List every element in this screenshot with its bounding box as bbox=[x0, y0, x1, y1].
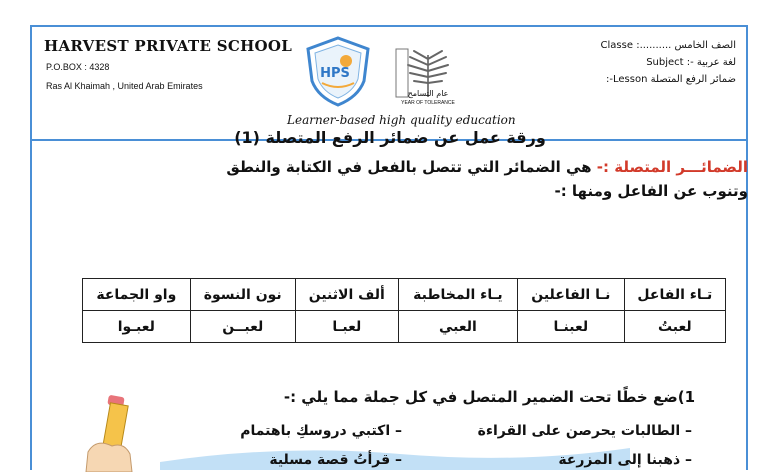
table-cell: لعبــن bbox=[190, 311, 295, 343]
pencil-hand-icon bbox=[78, 392, 148, 472]
table-header-row bbox=[83, 279, 726, 311]
pronoun-table bbox=[82, 278, 726, 343]
table-cell: لعبنـا bbox=[517, 311, 624, 343]
tolerance-english: YEAR OF TOLERANCE bbox=[401, 100, 455, 106]
exercise-instruction: 1)ضع خطًا تحت الضمير المتصل في كل جملة مما يلي :- bbox=[283, 388, 695, 406]
worksheet-title: ورقة عمل عن ضمائر الرفع المتصلة (1) bbox=[234, 128, 546, 147]
sentence-1: – الطالبات يحرصن على القراءة bbox=[477, 423, 692, 439]
school-name: HARVEST PRIVATE SCHOOL bbox=[44, 37, 293, 55]
table-header-cell: يـاء المخاطبة bbox=[398, 279, 517, 311]
table-header-cell: ألف الاثنين bbox=[295, 279, 398, 311]
table-header-cell: نون النسوة bbox=[190, 279, 295, 311]
hps-shield-logo bbox=[302, 35, 374, 107]
table-header-cell: واو الجماعة bbox=[83, 279, 191, 311]
table-header-cell: نـا الفاعلين bbox=[517, 279, 624, 311]
sentence-2: – اكتبي دروسكِ باهتمام bbox=[240, 423, 402, 439]
school-header bbox=[32, 27, 746, 141]
school-address: Ras Al Khaimah , United Arab Emirates bbox=[46, 81, 203, 91]
table-cell: لعبتُ bbox=[624, 311, 725, 343]
tolerance-arabic: عام التسامح bbox=[407, 89, 449, 98]
school-motto: Learner-based high quality education bbox=[287, 113, 516, 127]
class-line: الصف الخامس ..........: Classe bbox=[600, 40, 736, 51]
table-cell: لعبـوا bbox=[83, 311, 191, 343]
definition-text-2: وتنوب عن الفاعل ومنها :- bbox=[554, 182, 748, 200]
definition-text: هي الضمائر التي تتصل بالفعل في الكتابة والنطق bbox=[226, 158, 597, 176]
table-cell: العبي bbox=[398, 311, 517, 343]
table-cell: لعبـا bbox=[295, 311, 398, 343]
hps-logo-text: HPS bbox=[320, 66, 350, 81]
lesson-line: ضمائر الرفع المتصلة Lesson-: bbox=[606, 74, 736, 85]
po-box: P.O.BOX : 4328 bbox=[46, 62, 110, 72]
sentence-3: – ذهبنا إلى المزرعة bbox=[558, 452, 692, 468]
table-row bbox=[83, 311, 726, 343]
definition-label: الضمائـــر المتصلة :- bbox=[596, 158, 748, 176]
table-header-cell: تـاء الفاعل bbox=[624, 279, 725, 311]
class-info bbox=[566, 37, 736, 88]
sentence-4: – قرأتُ قصة مسلية bbox=[269, 452, 402, 468]
subject-line: لغة عربية -: Subject bbox=[646, 57, 736, 68]
definition bbox=[128, 155, 748, 203]
